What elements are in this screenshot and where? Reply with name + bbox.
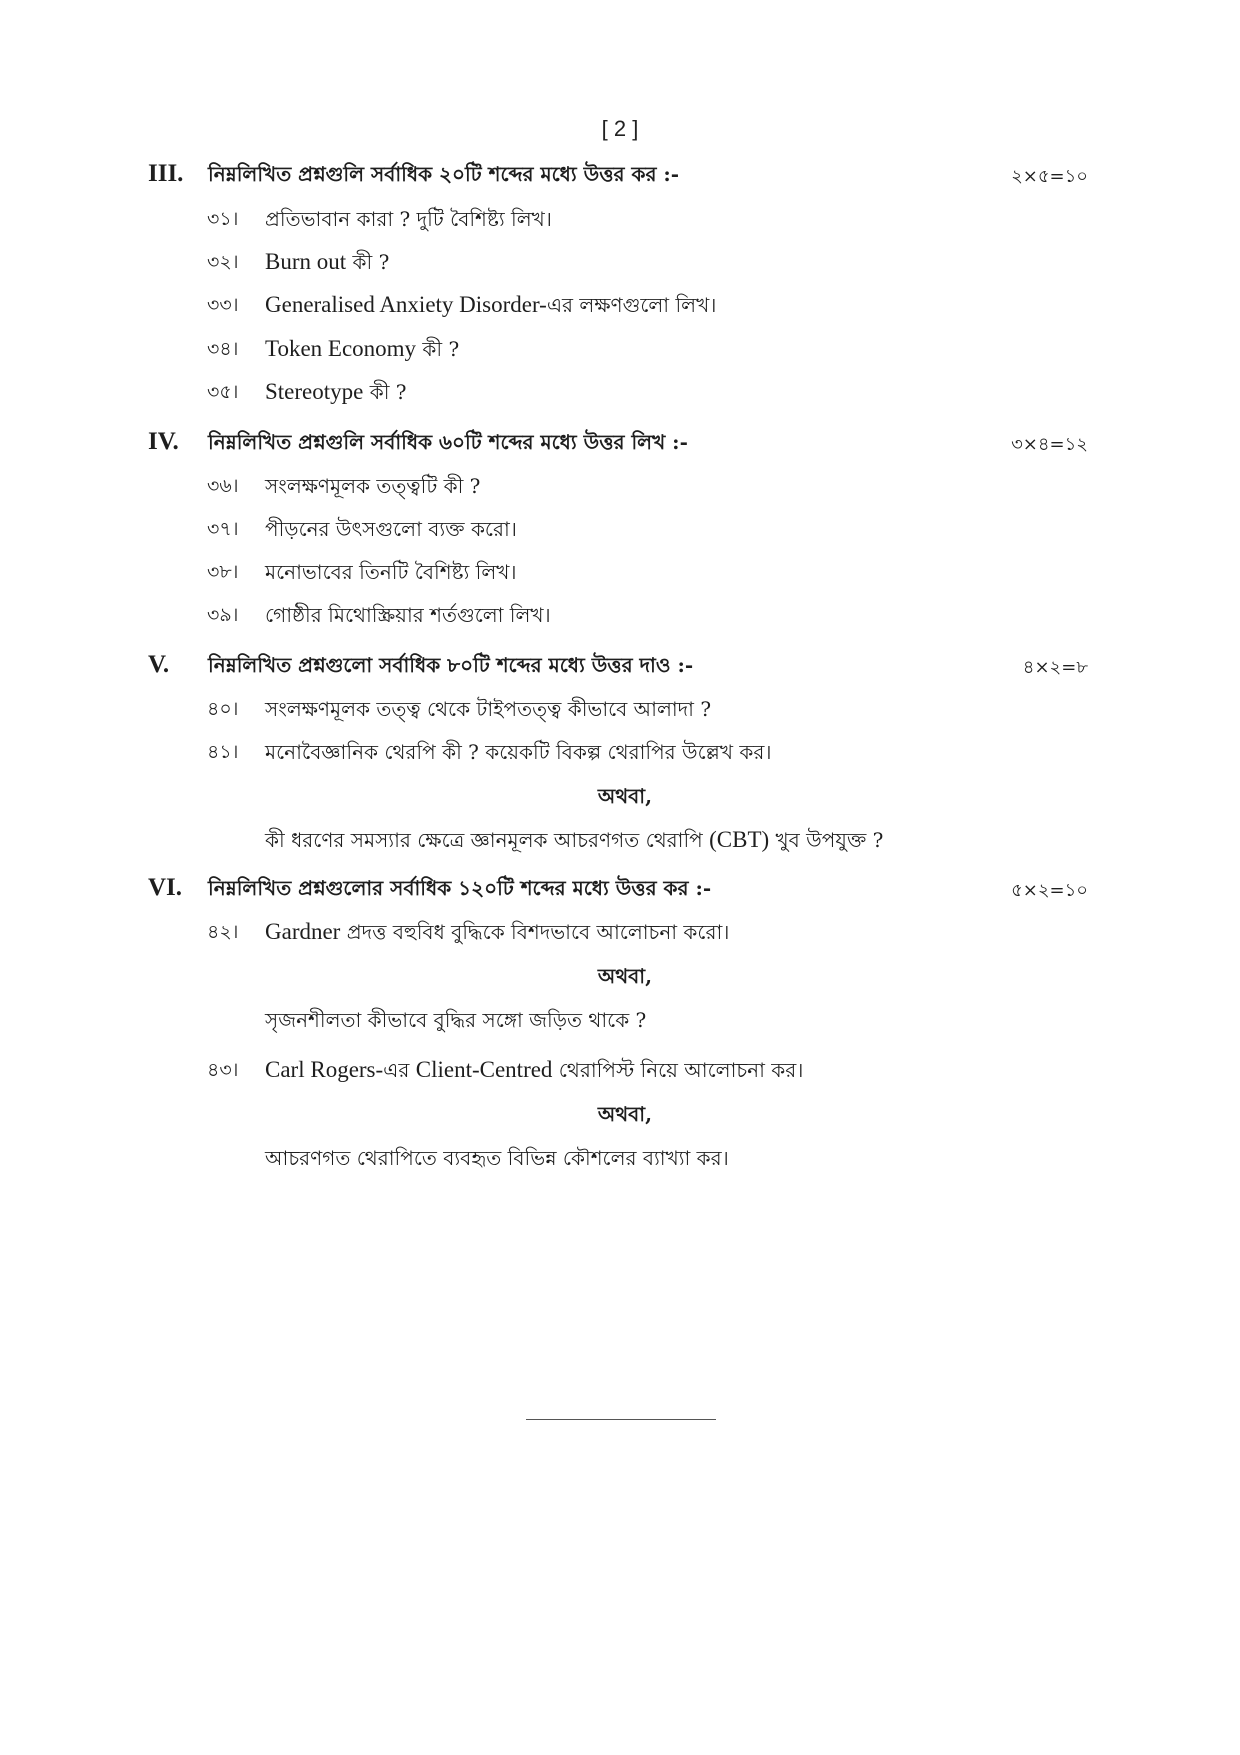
question-number: ৩৯। (207, 604, 239, 626)
question-number: ৩৫। (207, 381, 239, 403)
question-text-en: Gardner (265, 919, 341, 944)
question-text: সংলক্ষণমূলক তত্ত্বটি কী ? (265, 474, 481, 498)
question-text-en: Token Economy (265, 336, 417, 361)
question-number: ৪১। (207, 741, 239, 763)
section-iii-header (148, 160, 1088, 194)
section-v-header (148, 651, 1088, 685)
question-36 (207, 472, 1027, 504)
question-text: সংলক্ষণমূলক তত্ত্ব থেকে টাইপতত্ত্ব কীভাবে আলাদা ? (265, 697, 712, 721)
question-text (265, 918, 729, 951)
question-number: ৩১। (207, 208, 239, 230)
question-34 (207, 335, 1027, 367)
question-33 (207, 291, 1027, 323)
question-text (265, 248, 389, 281)
question-text-en: Burn out (265, 249, 347, 274)
question-text-bn: কী ? (346, 250, 390, 274)
section-iv-instruction: নিম্নলিখিত প্রশ্নগুলি সর্বাধিক ৬০টি শব্দের মধ্যে উত্তর লিখ :- (208, 430, 688, 454)
section-vi-instruction: নিম্নলিখিত প্রশ্নগুলোর সর্বাধিক ১২০টি শব্দের মধ্যে উত্তর কর :- (208, 876, 712, 900)
section-iv-marks: ৩×৪=১২ (1011, 434, 1088, 455)
question-text-en: Client-Centred (415, 1057, 553, 1082)
or-label: অথবা, (597, 1102, 653, 1126)
question-41-alternative (265, 826, 883, 859)
section-vi-numeral: VI. (148, 874, 183, 901)
alt-text-bn: কী ধরণের সমস্যার ক্ষেত্রে জ্ঞানমূলক আচরণগত থেরাপি (265, 828, 710, 852)
section-iii-numeral: III. (148, 160, 184, 187)
question-35 (207, 378, 1027, 410)
alt-text-bn: খুব উপযুক্ত ? (769, 828, 884, 852)
question-text-bn: কী ? (363, 380, 407, 404)
section-iv-header (148, 428, 1088, 462)
section-iv-numeral: IV. (148, 428, 179, 455)
question-number: ৩৮। (207, 561, 239, 583)
question-number: ৪৩। (207, 1059, 239, 1081)
question-42 (207, 918, 1027, 950)
section-vi-marks: ৫×২=১০ (1011, 880, 1088, 901)
question-text-bn: কী ? (416, 337, 460, 361)
section-vi-header (148, 874, 1088, 908)
question-text (265, 335, 459, 368)
question-37 (207, 515, 1027, 547)
question-number: ৪০। (207, 698, 239, 720)
question-number: ৩৩। (207, 294, 239, 316)
question-text (265, 1056, 803, 1089)
question-text: প্রতিভাবান কারা ? দুটি বৈশিষ্ট্য লিখ। (265, 207, 552, 231)
question-text-en: Carl Rogers- (265, 1057, 384, 1082)
or-label: অথবা, (597, 784, 653, 808)
question-text-bn: থেরাপিস্ট নিয়ে আলোচনা কর। (552, 1058, 804, 1082)
question-32 (207, 248, 1027, 280)
question-38 (207, 558, 1027, 590)
question-text-bn: প্রদত্ত বহুবিধ বুদ্ধিকে বিশদভাবে আলোচনা করো। (340, 920, 730, 944)
question-text: পীড়নের উৎসগুলো ব্যক্ত করো। (265, 517, 517, 541)
question-text: মনোভাবের তিনটি বৈশিষ্ট্য লিখ। (265, 560, 517, 584)
question-42-alternative: সৃজনশীলতা কীভাবে বুদ্ধির সঙ্গো জড়িত থাকে ? (265, 1008, 647, 1032)
section-v-numeral: V. (148, 651, 170, 678)
question-text-en: Generalised Anxiety Disorder- (265, 292, 547, 317)
question-text: মনোবৈজ্ঞানিক থেরপি কী ? কয়েকটি বিকল্প থেরাপির উল্লেখ কর। (265, 740, 772, 764)
question-number: ৪২। (207, 921, 239, 943)
question-39 (207, 601, 1027, 633)
question-40 (207, 695, 1027, 727)
section-v-instruction: নিম্নলিখিত প্রশ্নগুলো সর্বাধিক ৮০টি শব্দের মধ্যে উত্তর দাও :- (208, 653, 694, 677)
section-v-marks: ৪×২=৮ (1022, 657, 1088, 678)
question-number: ৩৪। (207, 338, 239, 360)
section-iii-marks: ২×৫=১০ (1011, 166, 1088, 187)
end-divider (526, 1419, 716, 1420)
alt-text-en: (CBT) (709, 827, 770, 852)
question-41 (207, 738, 1027, 770)
question-text (265, 291, 716, 324)
question-text-en: Stereotype (265, 379, 364, 404)
question-31 (207, 205, 1027, 237)
question-text-bn: এর (383, 1058, 416, 1082)
question-text-bn: এর লক্ষণগুলো লিখ। (546, 293, 717, 317)
question-number: ৩৭। (207, 518, 239, 540)
question-number: ৩২। (207, 251, 239, 273)
question-43 (207, 1056, 1027, 1088)
or-label: অথবা, (597, 964, 653, 988)
section-iii-instruction: নিম্নলিখিত প্রশ্নগুলি সর্বাধিক ২০টি শব্দের মধ্যে উত্তর কর :- (208, 162, 680, 186)
question-text (265, 378, 407, 411)
question-43-alternative: আচরণগত থেরাপিতে ব্যবহৃত বিভিন্ন কৌশলের ব্যাখ্যা কর। (265, 1146, 729, 1170)
page-number: [ 2 ] (601, 116, 639, 141)
question-number: ৩৬। (207, 475, 239, 497)
question-text: গোষ্ঠীর মিথোস্ক্রিয়ার শর্তগুলো লিখ। (265, 603, 551, 627)
